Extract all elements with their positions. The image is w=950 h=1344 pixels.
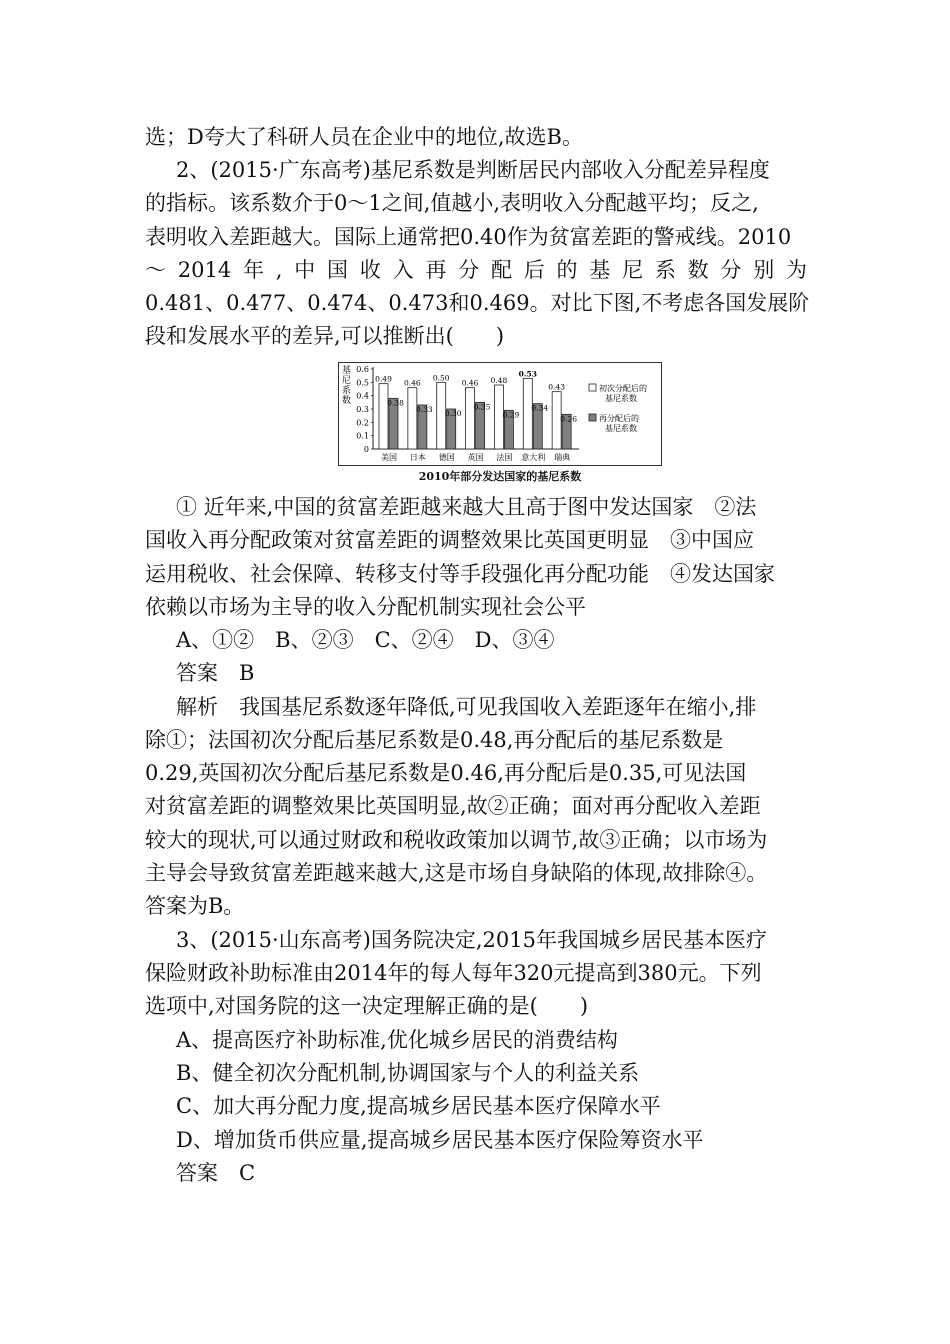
bar-value-label: 0.33 — [416, 405, 433, 414]
text-line: 0.481、0.477、0.474、0.473和0.469。对比下图,不考虑各国发展阶 — [145, 291, 810, 315]
spread-word: 2014 — [177, 258, 232, 282]
option-statement-line: ① 近年来,中国的贫富差距越来越大且高于图中发达国家 ②法 — [176, 495, 757, 519]
legend-label: 基尼系数 — [605, 424, 637, 433]
x-category-label: 美国 — [381, 453, 397, 462]
bar-value-label: 0.50 — [432, 373, 450, 383]
text-line: 主导会导致贫富差距越来越大,这是市场自身缺陷的体现,故排除④。 — [145, 861, 768, 885]
question-2-line: 2、(2015·广东高考)基尼系数是判断居民内部收入分配差异程度 — [176, 158, 770, 182]
y-tick-label: 0 — [363, 445, 369, 454]
y-axis-label-char: 数 — [342, 396, 352, 406]
bar-primary — [379, 384, 388, 449]
bar-value-label: 0.34 — [531, 403, 549, 413]
text-line: 运用税收、社会保障、转移支付等手段强化再分配功能 ④发达国家 — [145, 562, 775, 586]
bar-value-label: 0.48 — [490, 376, 508, 385]
spread-word: 后 — [523, 258, 545, 282]
text-line: 依赖以市场为主导的收入分配机制实现社会公平 — [145, 595, 586, 619]
x-category-label: 德国 — [438, 453, 455, 462]
spread-word: 尼 — [622, 258, 644, 282]
spread-word: 入 — [392, 258, 414, 282]
choices-line: A、①② B、②③ C、②④ D、③④ — [176, 628, 555, 652]
text-line: 选；D夸大了科研人员在企业中的地位,故选B。 — [145, 125, 583, 149]
bar-value-label: 0.46 — [461, 378, 479, 388]
text-line: 答案为B。 — [145, 894, 245, 918]
text-line: 国收入再分配政策对贫富差距的调整效果比英国更明显 ③中国应 — [145, 528, 754, 552]
y-axis-label-char: 系 — [342, 386, 352, 396]
bar-primary — [408, 388, 417, 449]
spread-word: 分 — [458, 258, 480, 282]
chart-caption: 2010年部分发达国家的基尼系数 — [418, 470, 582, 483]
x-category-label: 瑞典 — [554, 453, 571, 462]
x-category-label: 日本 — [409, 453, 426, 462]
x-category-label: 法国 — [496, 453, 513, 462]
bar-value-label: 0.49 — [375, 374, 392, 384]
spread-word: 别 — [753, 258, 775, 282]
spread-word: 收 — [359, 258, 381, 282]
text-line: 的指标。该系数介于0～1之间,值越小,表明收入分配越平均；反之, — [145, 191, 759, 215]
y-axis-label-char: 基 — [342, 366, 352, 376]
bar-value-label: 0.38 — [387, 398, 404, 408]
analysis-line: 解析 我国基尼系数逐年降低,可见我国收入差距逐年在缩小,排 — [176, 695, 757, 719]
y-tick-label: 0.1 — [356, 431, 369, 441]
spread-word: 配 — [490, 258, 512, 282]
y-tick-label: 0.2 — [356, 418, 369, 428]
bar-primary — [523, 378, 532, 449]
choice-c-line: C、加大再分配力度,提高城乡居民基本医疗保障水平 — [176, 1094, 661, 1118]
bar-primary — [466, 388, 475, 449]
choice-a-line: A、提高医疗补助标准,优化城乡居民的消费结构 — [176, 1028, 618, 1052]
legend-swatch — [589, 414, 596, 421]
y-tick-label: 0.6 — [356, 365, 369, 374]
text-line: 保险财政补助标准由2014年的每人每年320元提高到380元。下列 — [145, 961, 762, 985]
spread-word: 分 — [720, 258, 742, 282]
choice-b-line: B、健全初次分配机制,协调国家与个人的利益关系 — [176, 1061, 640, 1085]
bar-value-label: 0.29 — [502, 410, 520, 420]
answer-line: 答案 B — [176, 661, 255, 685]
bar-value-label: 0.35 — [473, 402, 491, 412]
text-line: 较大的现状,可以通过财政和税收政策加以调节,故③正确；以市场为 — [145, 828, 768, 852]
legend-label: 基尼系数 — [605, 394, 637, 403]
legend-label: 初次分配后的 — [599, 384, 647, 393]
spread-word: 数 — [687, 258, 709, 282]
text-line: 对贫富差距的调整效果比英国明显,故②正确；面对再分配收入差距 — [145, 794, 761, 818]
spread-word: 再 — [425, 258, 447, 282]
text-line: 表明收入差距越大。国际上通常把0.40作为贫富差距的警戒线。2010 — [145, 225, 792, 249]
x-category-label: 意大利 — [521, 453, 546, 462]
spread-word: , — [275, 258, 283, 282]
spread-word: ～ — [145, 258, 166, 282]
answer-line: 答案 C — [176, 1161, 256, 1185]
text-line: 选项中,对国务院的这一决定理解正确的是( ) — [145, 994, 589, 1018]
spread-word: 国 — [327, 258, 349, 282]
x-category-label: 英国 — [467, 453, 484, 462]
bar-value-label: 0.30 — [444, 409, 462, 418]
legend-label: 再分配后的 — [599, 414, 639, 423]
choice-d-line: D、增加货币供应量,提高城乡居民基本医疗保险筹资水平 — [176, 1128, 704, 1152]
spread-word: 中 — [294, 258, 316, 282]
text-line — [145, 255, 807, 285]
bar-value-label: 0.46 — [404, 378, 421, 388]
gini-chart — [338, 362, 662, 466]
y-axis-label-char: 尼 — [342, 376, 352, 386]
spread-word: 的 — [556, 258, 578, 282]
y-tick-label: 0.5 — [356, 378, 369, 388]
question-3-line: 3、(2015·山东高考)国务院决定,2015年我国城乡居民基本医疗 — [176, 928, 767, 952]
text-line: 0.29,英国初次分配后基尼系数是0.46,再分配后是0.35,可见法国 — [145, 761, 747, 785]
spread-word: 年 — [243, 258, 265, 282]
text-line: 段和发展水平的差异,可以推断出( ) — [145, 324, 505, 348]
legend-swatch — [589, 384, 596, 391]
spread-word: 基 — [589, 258, 611, 282]
spread-word: 为 — [785, 258, 807, 282]
bar-value-label: 0.26 — [560, 414, 577, 424]
text-line: 除①；法国初次分配后基尼系数是0.48,再分配后的基尼系数是 — [145, 728, 724, 752]
y-tick-label: 0.3 — [356, 405, 369, 414]
spread-word: 系 — [654, 258, 676, 282]
bar-value-label: 0.53 — [518, 369, 537, 379]
y-tick-label: 0.4 — [356, 391, 369, 401]
gini-chart-svg — [339, 363, 661, 465]
bar-value-label: 0.43 — [548, 382, 565, 392]
